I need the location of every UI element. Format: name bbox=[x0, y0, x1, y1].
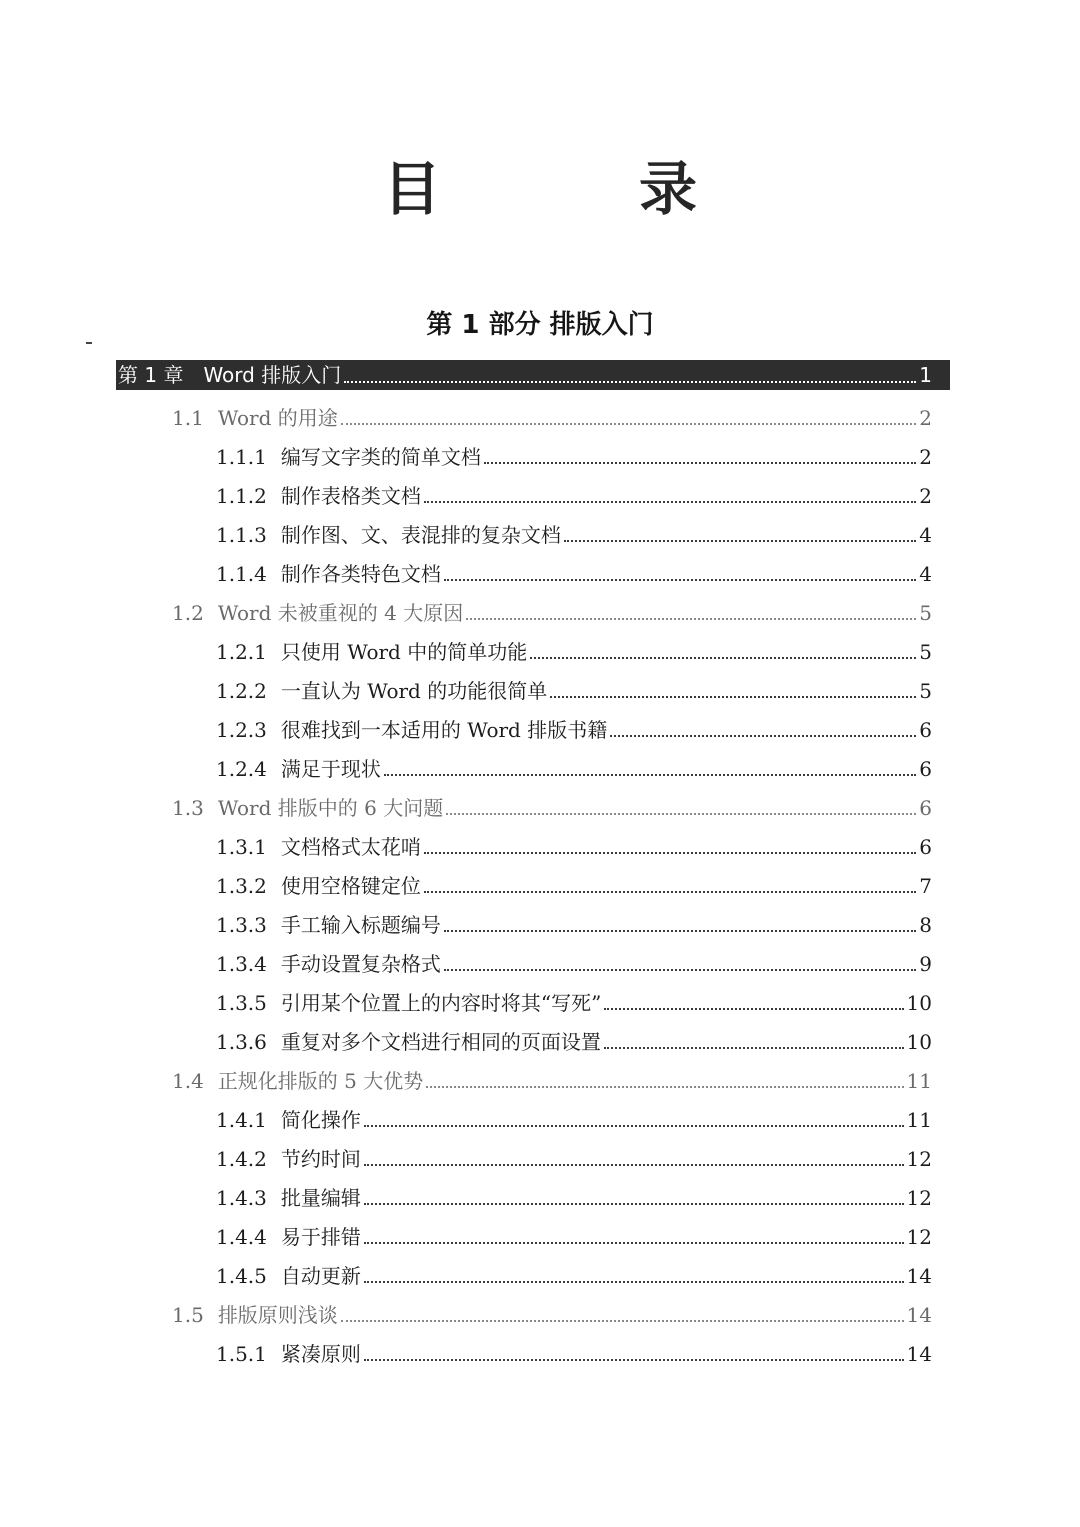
chapter-title: Word 排版入门 bbox=[203, 363, 342, 387]
entry-title: 正规化排版的 5 大优势 bbox=[217, 1069, 424, 1093]
entry-number: 1.4.4 bbox=[216, 1225, 267, 1249]
toc-subsection-entry[interactable] bbox=[116, 706, 950, 745]
entry-title: 制作表格类文档 bbox=[280, 484, 421, 508]
entry-page: 14 bbox=[906, 1303, 932, 1327]
entry-page: 14 bbox=[906, 1342, 932, 1366]
toc-subsection-entry[interactable] bbox=[116, 1096, 950, 1135]
table-of-contents bbox=[116, 360, 950, 1369]
entry-number: 1.1 bbox=[172, 406, 204, 430]
entry-number: 1.3.4 bbox=[216, 952, 267, 976]
entry-number: 1.4.2 bbox=[216, 1147, 267, 1171]
dot-leader bbox=[444, 579, 916, 581]
entry-title: Word 的用途 bbox=[217, 406, 338, 430]
entry-title: 重复对多个文档进行相同的页面设置 bbox=[280, 1030, 601, 1054]
dot-leader bbox=[564, 540, 916, 542]
entry-number: 1.2.3 bbox=[216, 718, 267, 742]
toc-subsection-entry[interactable] bbox=[116, 1174, 950, 1213]
entry-page: 12 bbox=[906, 1186, 932, 1210]
dot-leader bbox=[604, 1047, 904, 1049]
entry-number: 1.3 bbox=[172, 796, 204, 820]
entry-title: 手工输入标题编号 bbox=[280, 913, 441, 937]
entry-page: 11 bbox=[906, 1108, 932, 1132]
dot-leader bbox=[444, 930, 916, 932]
entry-page: 2 bbox=[919, 445, 932, 469]
entry-title: Word 未被重视的 4 大原因 bbox=[217, 601, 464, 625]
toc-section-entry[interactable] bbox=[116, 589, 950, 628]
dot-leader bbox=[341, 423, 916, 425]
entry-title: Word 排版中的 6 大问题 bbox=[217, 796, 444, 820]
entry-page: 5 bbox=[919, 601, 932, 625]
toc-subsection-entry[interactable] bbox=[116, 901, 950, 940]
entry-page: 10 bbox=[906, 991, 932, 1015]
toc-subsection-entry[interactable] bbox=[116, 472, 950, 511]
entry-number: 1.1.1 bbox=[216, 445, 267, 469]
entry-title: 制作各类特色文档 bbox=[280, 562, 441, 586]
entry-title: 节约时间 bbox=[280, 1147, 361, 1171]
entry-title: 编写文字类的简单文档 bbox=[280, 445, 481, 469]
entry-number: 1.2 bbox=[172, 601, 204, 625]
dot-leader bbox=[364, 1203, 904, 1205]
entry-number: 1.3.1 bbox=[216, 835, 267, 859]
dot-leader bbox=[364, 1242, 904, 1244]
entry-title: 很难找到一本适用的 Word 排版书籍 bbox=[280, 718, 608, 742]
entry-title: 一直认为 Word 的功能很简单 bbox=[280, 679, 548, 703]
toc-subsection-entry[interactable] bbox=[116, 979, 950, 1018]
toc-subsection-entry[interactable] bbox=[116, 433, 950, 472]
entry-number: 1.4.1 bbox=[216, 1108, 267, 1132]
entry-title: 易于排错 bbox=[280, 1225, 361, 1249]
dot-leader bbox=[344, 381, 916, 383]
entry-number: 1.4 bbox=[172, 1069, 204, 1093]
dot-leader bbox=[424, 852, 916, 854]
toc-subsection-entry[interactable] bbox=[116, 1213, 950, 1252]
dot-leader bbox=[446, 813, 916, 815]
toc-section-entry[interactable] bbox=[116, 784, 950, 823]
entry-page: 2 bbox=[919, 406, 932, 430]
entry-number: 1.1.2 bbox=[216, 484, 267, 508]
entry-page: 12 bbox=[906, 1147, 932, 1171]
toc-section-entry[interactable] bbox=[116, 394, 950, 433]
entry-number: 1.3.6 bbox=[216, 1030, 267, 1054]
entry-page: 6 bbox=[919, 718, 932, 742]
entry-title: 排版原则浅谈 bbox=[217, 1303, 338, 1327]
dot-leader bbox=[364, 1125, 904, 1127]
dot-leader bbox=[364, 1281, 904, 1283]
toc-subsection-entry[interactable] bbox=[116, 745, 950, 784]
toc-subsection-entry[interactable] bbox=[116, 628, 950, 667]
dot-leader bbox=[426, 1086, 903, 1088]
entry-title: 批量编辑 bbox=[280, 1186, 361, 1210]
entry-title: 手动设置复杂格式 bbox=[280, 952, 441, 976]
toc-section-entry[interactable] bbox=[116, 1057, 950, 1096]
entry-title: 满足于现状 bbox=[280, 757, 381, 781]
entry-title: 紧凑原则 bbox=[280, 1342, 361, 1366]
entry-number: 1.2.1 bbox=[216, 640, 267, 664]
entry-title: 文档格式太花哨 bbox=[280, 835, 421, 859]
toc-subsection-entry[interactable] bbox=[116, 550, 950, 589]
entry-number: 1.3.5 bbox=[216, 991, 267, 1015]
scan-mark bbox=[86, 342, 92, 344]
entry-page: 11 bbox=[906, 1069, 932, 1093]
entry-title: 自动更新 bbox=[280, 1264, 361, 1288]
entry-number: 1.4.3 bbox=[216, 1186, 267, 1210]
dot-leader bbox=[610, 735, 916, 737]
toc-subsection-entry[interactable] bbox=[116, 1018, 950, 1057]
dot-leader bbox=[530, 657, 916, 659]
entry-page: 5 bbox=[919, 679, 932, 703]
entry-number: 1.1.3 bbox=[216, 523, 267, 547]
entry-page: 6 bbox=[919, 796, 932, 820]
dot-leader bbox=[364, 1359, 904, 1361]
toc-subsection-entry[interactable] bbox=[116, 862, 950, 901]
page-title: 目 录 bbox=[382, 155, 767, 223]
entry-page: 5 bbox=[919, 640, 932, 664]
entry-title: 引用某个位置上的内容时将其“写死” bbox=[280, 991, 602, 1015]
entry-page: 9 bbox=[919, 952, 932, 976]
dot-leader bbox=[384, 774, 916, 776]
entry-page: 6 bbox=[919, 835, 932, 859]
entry-page: 4 bbox=[919, 523, 932, 547]
entry-page: 12 bbox=[906, 1225, 932, 1249]
entry-number: 1.2.4 bbox=[216, 757, 267, 781]
toc-entries bbox=[116, 394, 950, 1369]
toc-subsection-entry[interactable] bbox=[116, 1135, 950, 1174]
entry-page: 4 bbox=[919, 562, 932, 586]
entry-page: 7 bbox=[919, 874, 932, 898]
toc-subsection-entry[interactable] bbox=[116, 1330, 950, 1369]
toc-subsection-entry[interactable] bbox=[116, 940, 950, 979]
dot-leader bbox=[444, 969, 916, 971]
dot-leader bbox=[604, 1008, 903, 1010]
toc-subsection-entry[interactable] bbox=[116, 511, 950, 550]
entry-title: 只使用 Word 中的简单功能 bbox=[280, 640, 528, 664]
toc-subsection-entry[interactable] bbox=[116, 1252, 950, 1291]
entry-number: 1.1.4 bbox=[216, 562, 267, 586]
chapter-number: 第 1 章 bbox=[118, 363, 184, 387]
entry-page: 14 bbox=[906, 1264, 932, 1288]
toc-subsection-entry[interactable] bbox=[116, 667, 950, 706]
entry-page: 8 bbox=[919, 913, 932, 937]
dot-leader bbox=[341, 1320, 904, 1322]
dot-leader bbox=[466, 618, 916, 620]
dot-leader bbox=[550, 696, 916, 698]
entry-number: 1.5.1 bbox=[216, 1342, 267, 1366]
entry-number: 1.2.2 bbox=[216, 679, 267, 703]
dot-leader bbox=[484, 462, 916, 464]
dot-leader bbox=[364, 1164, 904, 1166]
entry-title: 使用空格键定位 bbox=[280, 874, 421, 898]
entry-page: 2 bbox=[919, 484, 932, 508]
toc-section-entry[interactable] bbox=[116, 1291, 950, 1330]
entry-title: 制作图、文、表混排的复杂文档 bbox=[280, 523, 561, 547]
entry-number: 1.4.5 bbox=[216, 1264, 267, 1288]
entry-number: 1.3.3 bbox=[216, 913, 267, 937]
dot-leader bbox=[424, 501, 916, 503]
entry-title: 简化操作 bbox=[280, 1108, 361, 1132]
part-heading: 第 1 部分 排版入门 bbox=[426, 310, 654, 340]
toc-subsection-entry[interactable] bbox=[116, 823, 950, 862]
toc-chapter-1[interactable] bbox=[116, 360, 950, 390]
entry-number: 1.3.2 bbox=[216, 874, 267, 898]
entry-number: 1.5 bbox=[172, 1303, 204, 1327]
chapter-page: 1 bbox=[919, 363, 932, 387]
dot-leader bbox=[424, 891, 916, 893]
entry-page: 6 bbox=[919, 757, 932, 781]
entry-page: 10 bbox=[906, 1030, 932, 1054]
